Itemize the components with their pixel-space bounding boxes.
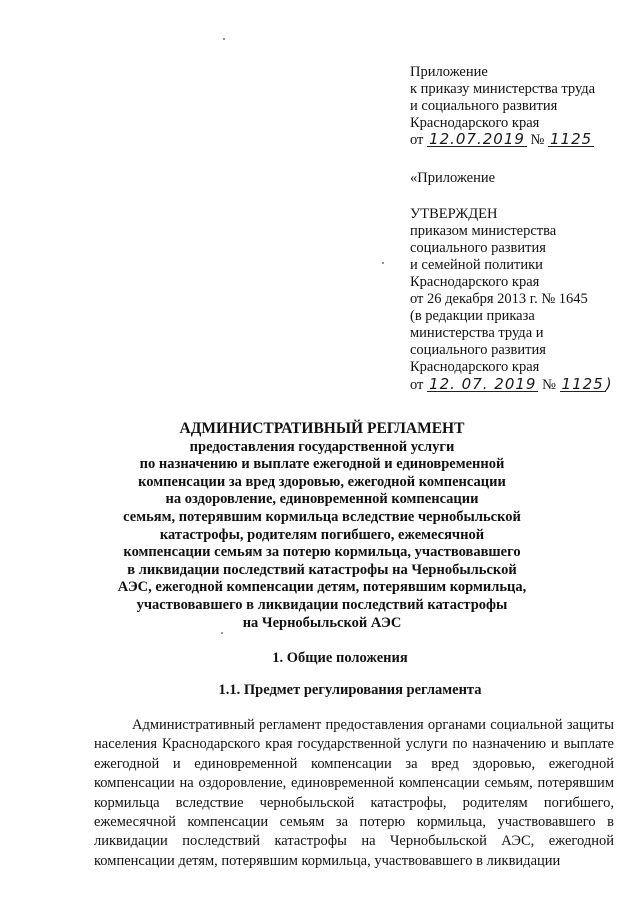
appendix-line: Приложение xyxy=(410,64,488,80)
section-heading: 1. Общие положения xyxy=(272,650,408,666)
title-line: по назначению и выплате ежегодной и единовременной xyxy=(139,456,505,473)
handwritten-number: 1125 xyxy=(561,375,604,393)
approved-line: Краснодарского края xyxy=(410,359,540,375)
approved-line: социального развития xyxy=(410,342,546,358)
title-line: участвовавшего в ликвидации последствий катастрофы xyxy=(136,596,508,613)
scan-speck xyxy=(223,38,225,40)
number-prefix: № xyxy=(530,132,545,148)
handwritten-number: 1125 xyxy=(550,130,593,148)
title-line: семьям, потерявшим кормильца вследствие чернобыльской xyxy=(123,508,521,525)
title-line: АЭС, ежегодной компенсации детям, потерявшим кормильца, xyxy=(117,579,527,596)
approved-line: от 26 декабря 2013 г. № 1645 xyxy=(410,291,588,307)
approved-date-line xyxy=(410,376,620,394)
approved-line: приказом министерства xyxy=(410,223,557,239)
scan-speck xyxy=(221,632,223,634)
date-prefix: от xyxy=(410,377,424,393)
title-line: предоставления государственной услуги xyxy=(189,438,455,455)
approved-line: УТВЕРЖДЕН xyxy=(410,206,498,222)
approved-line: социального развития xyxy=(410,240,546,256)
number-prefix: № xyxy=(542,377,556,393)
title-line: на Чернобыльской АЭС xyxy=(242,614,402,631)
title-line: компенсации семьям за потерю кормильца, участвовавшего xyxy=(123,544,521,561)
approved-block xyxy=(410,206,620,394)
title-line: катастрофы, родителям погибшего, ежемесячной xyxy=(159,526,485,543)
approved-line: Краснодарского края xyxy=(410,274,540,290)
appendix-line: и социального развития xyxy=(410,98,558,114)
title-main: АДМИНИСТРАТИВНЫЙ РЕГЛАМЕНТ xyxy=(179,420,465,437)
body-paragraph: Административный регламент предоставления органами социальной защиты населения Краснодарского края государственной услуги по назначению и выплате ежегодной и единовременной компенсации за вред здоровью, ежегодной компенсации на оздоровление, единовременной компенсации семьям, потерявшим кормильца вследствие чернобыльской катастрофы, родителям погибшего, ежемесячной компенсации семьям за потерю кормильца, участвовавшего в ликвидации последствий катастрофы на Чернобыльской АЭС, ежегодной компенсации детям, потерявшим кормильца, участвовавшего в ликвидации xyxy=(94,717,614,869)
appendix-line: Краснодарского края xyxy=(410,115,540,131)
title-line: на оздоровление, единовременной компенсации xyxy=(165,491,479,508)
scan-speck xyxy=(382,262,384,264)
handwritten-date: 12. 07. 2019 xyxy=(429,375,537,393)
title-line: компенсации за вред здоровью, ежегодной компенсации xyxy=(138,473,506,490)
approved-line: и семейной политики xyxy=(410,257,543,273)
title-line: в ликвидации последствий катастрофы на Чернобыльской xyxy=(127,561,517,578)
appendix-line: к приказу министерства труда xyxy=(410,81,596,97)
handwritten-date: 12.07.2019 xyxy=(429,130,525,148)
handwritten-close-paren: ) xyxy=(605,375,613,393)
approved-line: министерства труда и xyxy=(410,325,544,341)
appendix-date-line xyxy=(410,132,620,149)
regulation-title xyxy=(90,420,554,632)
subsection-heading: 1.1. Предмет регулирования регламента xyxy=(218,682,482,698)
quoted-appendix-label: «Приложение xyxy=(410,170,496,186)
approved-line: (в редакции приказа xyxy=(410,308,535,324)
appendix-block xyxy=(410,64,620,149)
date-prefix: от xyxy=(410,132,424,148)
body-text xyxy=(94,716,614,871)
